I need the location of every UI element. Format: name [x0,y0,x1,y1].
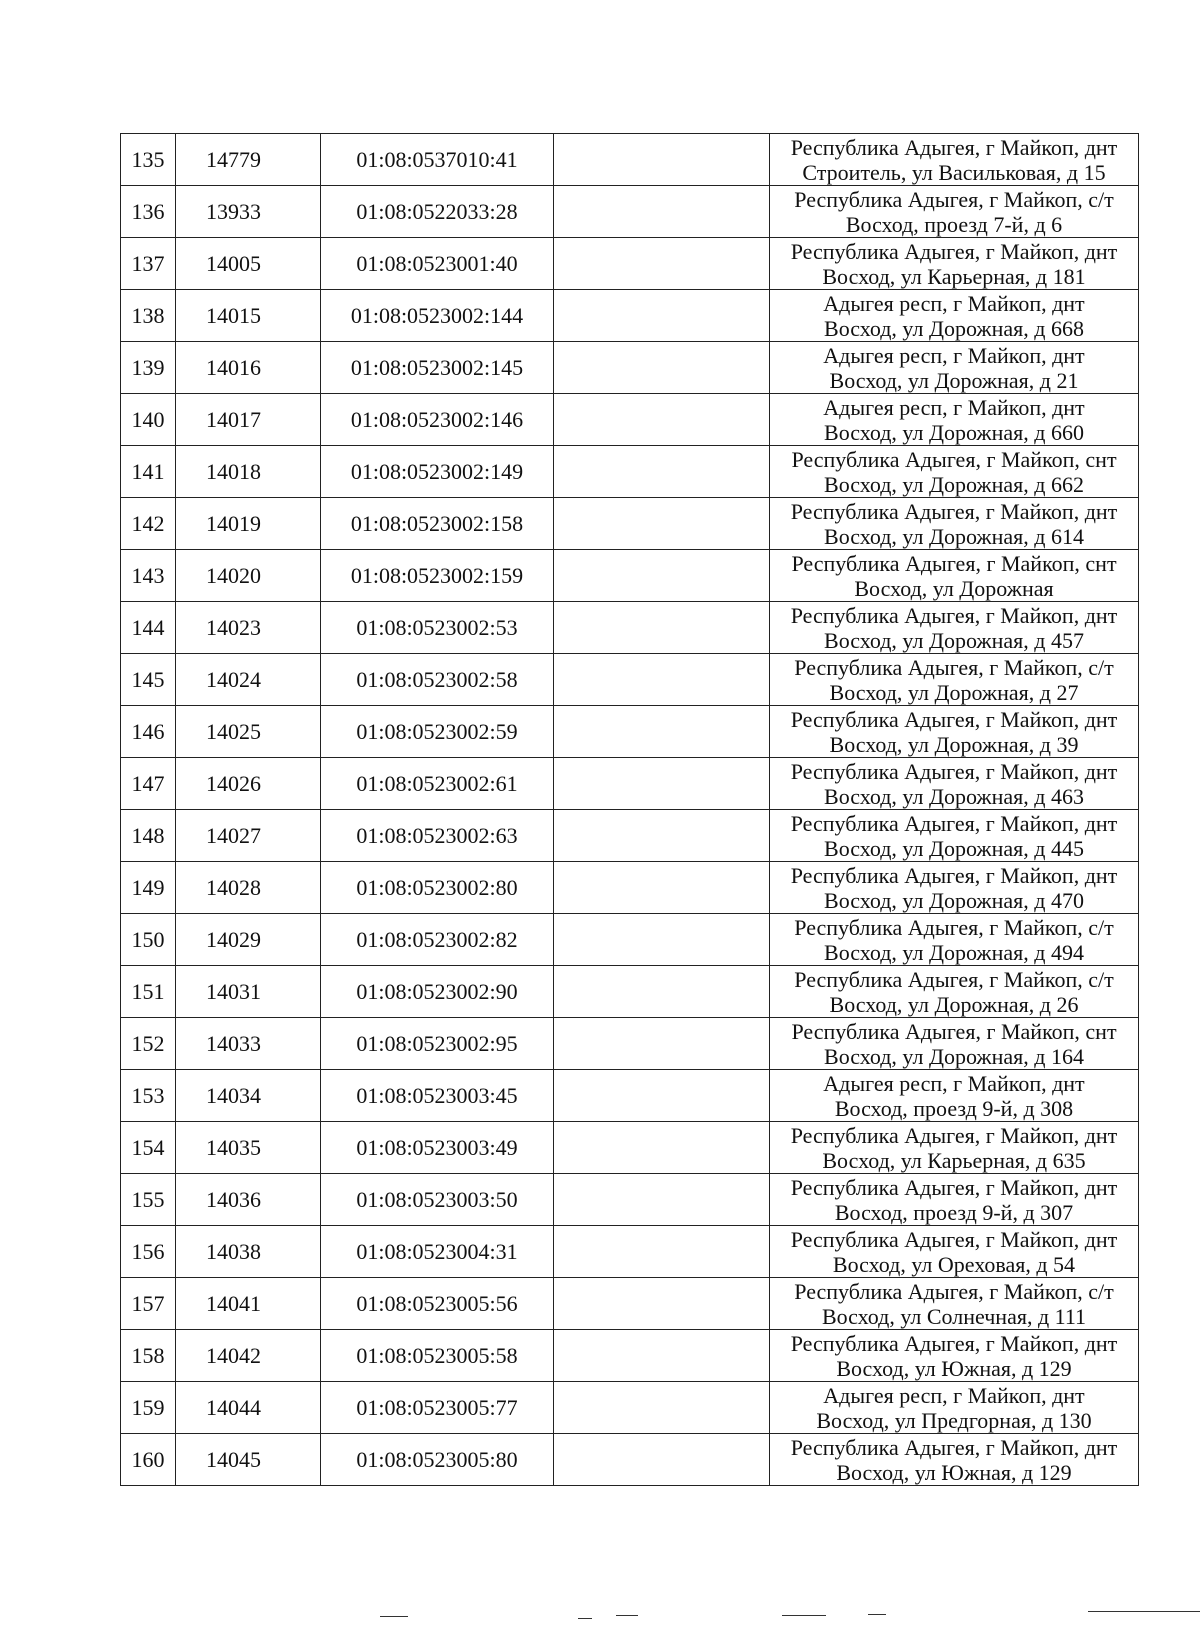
record-id: 13933 [176,186,321,238]
row-number: 152 [121,1018,176,1070]
address-cell [770,1226,1139,1278]
table-row [121,134,1139,186]
cadastral-number: 01:08:0523002:53 [321,602,554,654]
record-id: 14023 [176,602,321,654]
row-number: 137 [121,238,176,290]
address-cell [770,238,1139,290]
table-row [121,1070,1139,1122]
row-number: 151 [121,966,176,1018]
cadastral-number: 01:08:0523002:144 [321,290,554,342]
record-id: 14020 [176,550,321,602]
address-cell [770,1382,1139,1434]
empty-cell [554,706,770,758]
empty-cell [554,1330,770,1382]
scan-artifact [1088,1611,1200,1612]
address-line-2: Восход, ул Дорожная, д 27 [829,679,1079,705]
cadastral-number: 01:08:0522033:28 [321,186,554,238]
address-line-2: Восход, ул Дорожная, д 457 [824,627,1084,653]
record-id: 14035 [176,1122,321,1174]
record-id: 14779 [176,134,321,186]
cadastral-number: 01:08:0523002:149 [321,446,554,498]
empty-cell [554,862,770,914]
row-number: 139 [121,342,176,394]
registry-table-body [121,134,1139,1486]
empty-cell [554,1434,770,1486]
empty-cell [554,1174,770,1226]
cadastral-number: 01:08:0523004:31 [321,1226,554,1278]
address-cell [770,1330,1139,1382]
land-plot-registry-table [120,133,1139,1486]
cadastral-number: 01:08:0523002:145 [321,342,554,394]
address-line-1: Республика Адыгея, г Майкоп, днт [790,758,1118,784]
address-line-2: Восход, ул Дорожная, д 463 [824,783,1084,809]
address-line-2: Восход, ул Дорожная, д 445 [824,835,1084,861]
address-cell [770,498,1139,550]
record-id: 14017 [176,394,321,446]
row-number: 144 [121,602,176,654]
address-cell [770,1122,1139,1174]
empty-cell [554,134,770,186]
address-line-2: Восход, ул Дорожная, д 26 [829,991,1079,1017]
cadastral-number: 01:08:0523003:50 [321,1174,554,1226]
address-line-2: Восход, ул Южная, д 129 [836,1459,1072,1485]
row-number: 154 [121,1122,176,1174]
address-line-1: Республика Адыгея, г Майкоп, днт [790,810,1118,836]
address-cell [770,290,1139,342]
cadastral-number: 01:08:0523003:45 [321,1070,554,1122]
address-cell [770,186,1139,238]
table-row [121,1278,1139,1330]
address-line-2: Восход, проезд 9-й, д 308 [834,1095,1074,1121]
cadastral-number: 01:08:0523002:80 [321,862,554,914]
row-number: 143 [121,550,176,602]
table-row [121,966,1139,1018]
row-number: 160 [121,1434,176,1486]
cadastral-number: 01:08:0523002:146 [321,394,554,446]
address-line-2: Восход, проезд 9-й, д 307 [834,1199,1074,1225]
address-line-1: Адыгея респ, г Майкоп, днт [823,1070,1085,1096]
empty-cell [554,238,770,290]
address-line-1: Республика Адыгея, г Майкоп, днт [790,1226,1118,1252]
address-line-2: Строитель, ул Васильковая, д 15 [802,159,1106,185]
address-cell [770,1278,1139,1330]
address-cell [770,550,1139,602]
record-id: 14019 [176,498,321,550]
cadastral-number: 01:08:0537010:41 [321,134,554,186]
table-row [121,1382,1139,1434]
address-line-2: Восход, ул Дорожная, д 470 [824,887,1084,913]
table-row [121,914,1139,966]
address-line-2: Восход, ул Дорожная, д 614 [824,523,1084,549]
address-cell [770,914,1139,966]
address-line-2: Восход, ул Дорожная, д 660 [824,419,1084,445]
table-row [121,446,1139,498]
scan-artifact [868,1614,886,1615]
record-id: 14033 [176,1018,321,1070]
record-id: 14029 [176,914,321,966]
row-number: 142 [121,498,176,550]
table-row [121,862,1139,914]
address-cell [770,1018,1139,1070]
address-line-2: Восход, ул Южная, д 129 [836,1355,1072,1381]
row-number: 138 [121,290,176,342]
address-line-1: Республика Адыгея, г Майкоп, днт [790,1434,1118,1460]
table-row [121,758,1139,810]
address-line-2: Восход, ул Дорожная, д 39 [829,731,1079,757]
address-line-2: Восход, ул Солнечная, д 111 [821,1303,1087,1329]
row-number: 157 [121,1278,176,1330]
address-line-1: Адыгея респ, г Майкоп, днт [823,394,1085,420]
address-cell [770,758,1139,810]
table-row [121,1174,1139,1226]
address-line-1: Республика Адыгея, г Майкоп, снт [791,1018,1117,1044]
record-id: 14045 [176,1434,321,1486]
address-cell [770,446,1139,498]
record-id: 14018 [176,446,321,498]
record-id: 14028 [176,862,321,914]
address-line-1: Республика Адыгея, г Майкоп, днт [790,862,1118,888]
scan-artifact [616,1615,638,1616]
cadastral-number: 01:08:0523001:40 [321,238,554,290]
table-row [121,290,1139,342]
table-row [121,550,1139,602]
empty-cell [554,1122,770,1174]
record-id: 14015 [176,290,321,342]
address-line-1: Адыгея респ, г Майкоп, днт [823,342,1085,368]
address-line-2: Восход, ул Дорожная [854,575,1054,601]
cadastral-number: 01:08:0523002:95 [321,1018,554,1070]
table-row [121,1434,1139,1486]
record-id: 14027 [176,810,321,862]
scan-artifact [578,1618,592,1619]
address-cell [770,706,1139,758]
empty-cell [554,810,770,862]
record-id: 14005 [176,238,321,290]
empty-cell [554,966,770,1018]
row-number: 159 [121,1382,176,1434]
scan-artifact [380,1616,408,1617]
cadastral-number: 01:08:0523002:63 [321,810,554,862]
address-cell [770,394,1139,446]
address-line-1: Республика Адыгея, г Майкоп, снт [791,446,1117,472]
address-line-1: Республика Адыгея, г Майкоп, днт [790,134,1118,160]
address-line-2: Восход, ул Дорожная, д 668 [824,315,1084,341]
address-cell [770,342,1139,394]
table-row [121,342,1139,394]
table-row [121,1122,1139,1174]
address-line-2: Восход, ул Дорожная, д 494 [824,939,1084,965]
empty-cell [554,1070,770,1122]
empty-cell [554,446,770,498]
record-id: 14034 [176,1070,321,1122]
table-row [121,1226,1139,1278]
row-number: 158 [121,1330,176,1382]
address-line-1: Республика Адыгея, г Майкоп, с/т [794,1278,1114,1304]
cadastral-number: 01:08:0523002:58 [321,654,554,706]
table-row [121,654,1139,706]
table-row [121,238,1139,290]
table-row [121,602,1139,654]
record-id: 14026 [176,758,321,810]
address-line-2: Восход, ул Карьерная, д 181 [822,263,1086,289]
table-row [121,706,1139,758]
empty-cell [554,1226,770,1278]
record-id: 14042 [176,1330,321,1382]
address-line-1: Республика Адыгея, г Майкоп, днт [790,238,1118,264]
address-cell [770,810,1139,862]
empty-cell [554,758,770,810]
row-number: 145 [121,654,176,706]
table-row [121,810,1139,862]
table-row [121,1330,1139,1382]
address-line-1: Адыгея респ, г Майкоп, днт [823,290,1085,316]
address-cell [770,1070,1139,1122]
address-line-2: Восход, ул Дорожная, д 662 [824,471,1084,497]
address-cell [770,1174,1139,1226]
record-id: 14025 [176,706,321,758]
row-number: 136 [121,186,176,238]
table-row [121,1018,1139,1070]
record-id: 14016 [176,342,321,394]
address-line-2: Восход, ул Карьерная, д 635 [822,1147,1086,1173]
row-number: 150 [121,914,176,966]
table-row [121,394,1139,446]
empty-cell [554,186,770,238]
address-line-1: Адыгея респ, г Майкоп, днт [823,1382,1085,1408]
address-cell [770,1434,1139,1486]
record-id: 14024 [176,654,321,706]
address-line-1: Республика Адыгея, г Майкоп, с/т [794,654,1114,680]
record-id: 14038 [176,1226,321,1278]
empty-cell [554,914,770,966]
address-line-2: Восход, ул Дорожная, д 21 [829,367,1079,393]
cadastral-number: 01:08:0523002:59 [321,706,554,758]
row-number: 140 [121,394,176,446]
empty-cell [554,290,770,342]
address-line-1: Республика Адыгея, г Майкоп, с/т [794,914,1114,940]
address-line-1: Республика Адыгея, г Майкоп, снт [791,550,1117,576]
address-cell [770,966,1139,1018]
cadastral-number: 01:08:0523005:77 [321,1382,554,1434]
address-cell [770,602,1139,654]
row-number: 149 [121,862,176,914]
record-id: 14041 [176,1278,321,1330]
row-number: 141 [121,446,176,498]
row-number: 135 [121,134,176,186]
row-number: 148 [121,810,176,862]
cadastral-number: 01:08:0523002:159 [321,550,554,602]
row-number: 153 [121,1070,176,1122]
cadastral-number: 01:08:0523002:158 [321,498,554,550]
row-number: 147 [121,758,176,810]
empty-cell [554,550,770,602]
cadastral-number: 01:08:0523005:58 [321,1330,554,1382]
address-line-2: Восход, ул Дорожная, д 164 [824,1043,1084,1069]
table-row [121,498,1139,550]
empty-cell [554,1278,770,1330]
cadastral-number: 01:08:0523003:49 [321,1122,554,1174]
empty-cell [554,1382,770,1434]
cadastral-number: 01:08:0523005:80 [321,1434,554,1486]
address-line-1: Республика Адыгея, г Майкоп, днт [790,1174,1118,1200]
address-line-1: Республика Адыгея, г Майкоп, с/т [794,186,1114,212]
cadastral-number: 01:08:0523002:82 [321,914,554,966]
scan-artifact [782,1615,826,1616]
empty-cell [554,342,770,394]
address-line-1: Республика Адыгея, г Майкоп, днт [790,1122,1118,1148]
empty-cell [554,654,770,706]
row-number: 146 [121,706,176,758]
cadastral-number: 01:08:0523005:56 [321,1278,554,1330]
empty-cell [554,602,770,654]
address-line-2: Восход, ул Предгорная, д 130 [816,1407,1092,1433]
row-number: 155 [121,1174,176,1226]
cadastral-number: 01:08:0523002:90 [321,966,554,1018]
empty-cell [554,498,770,550]
address-cell [770,862,1139,914]
address-line-2: Восход, ул Ореховая, д 54 [832,1251,1076,1277]
record-id: 14044 [176,1382,321,1434]
record-id: 14036 [176,1174,321,1226]
address-line-1: Республика Адыгея, г Майкоп, с/т [794,966,1114,992]
address-line-1: Республика Адыгея, г Майкоп, днт [790,1330,1118,1356]
address-line-2: Восход, проезд 7-й, д 6 [845,211,1063,237]
empty-cell [554,394,770,446]
address-line-1: Республика Адыгея, г Майкоп, днт [790,602,1118,628]
address-cell [770,654,1139,706]
record-id: 14031 [176,966,321,1018]
empty-cell [554,1018,770,1070]
cadastral-number: 01:08:0523002:61 [321,758,554,810]
address-line-1: Республика Адыгея, г Майкоп, днт [790,706,1118,732]
table-row [121,186,1139,238]
row-number: 156 [121,1226,176,1278]
address-line-1: Республика Адыгея, г Майкоп, днт [790,498,1118,524]
address-cell [770,134,1139,186]
